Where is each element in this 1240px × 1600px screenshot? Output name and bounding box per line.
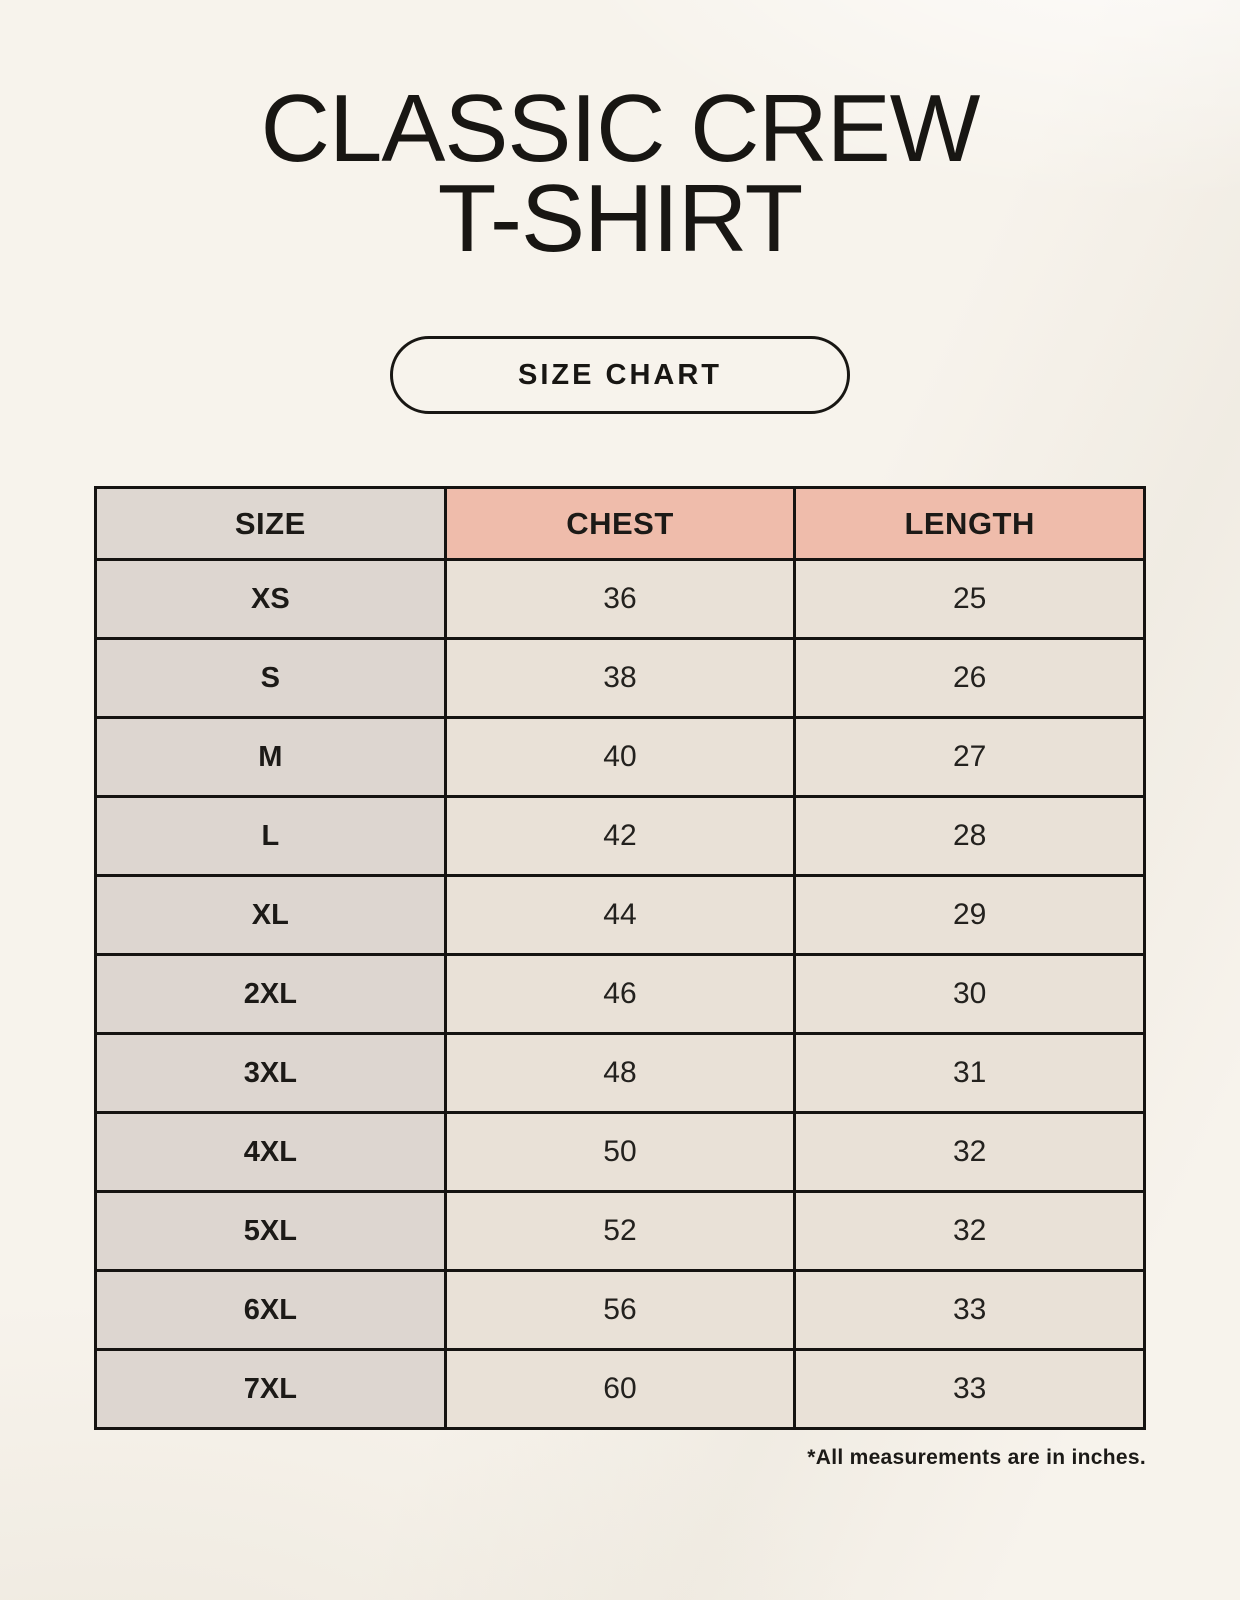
size-cell: M xyxy=(96,718,446,797)
length-cell: 32 xyxy=(795,1192,1145,1271)
size-chart-table-container xyxy=(94,486,1146,1430)
table-row xyxy=(96,718,1145,797)
size-cell: L xyxy=(96,797,446,876)
chest-cell: 44 xyxy=(445,876,795,955)
size-cell: XL xyxy=(96,876,446,955)
size-cell: S xyxy=(96,639,446,718)
chest-cell: 46 xyxy=(445,955,795,1034)
chest-cell: 36 xyxy=(445,560,795,639)
length-cell: 30 xyxy=(795,955,1145,1034)
chest-cell: 50 xyxy=(445,1113,795,1192)
length-cell: 29 xyxy=(795,876,1145,955)
table-row xyxy=(96,639,1145,718)
size-chart-badge-label: SIZE CHART xyxy=(518,358,722,391)
size-chart-table xyxy=(94,486,1146,1430)
size-cell: 5XL xyxy=(96,1192,446,1271)
table-row xyxy=(96,876,1145,955)
chest-cell: 56 xyxy=(445,1271,795,1350)
table-row xyxy=(96,560,1145,639)
size-cell: 6XL xyxy=(96,1271,446,1350)
measurements-footnote: *All measurements are in inches. xyxy=(807,1446,1146,1470)
col-header-length: LENGTH xyxy=(795,488,1145,560)
table-header-row xyxy=(96,488,1145,560)
length-cell: 31 xyxy=(795,1034,1145,1113)
table-row xyxy=(96,797,1145,876)
size-cell: 3XL xyxy=(96,1034,446,1113)
table-row xyxy=(96,1113,1145,1192)
size-cell: XS xyxy=(96,560,446,639)
page-title xyxy=(0,0,1240,273)
chest-cell: 42 xyxy=(445,797,795,876)
col-header-chest: CHEST xyxy=(445,488,795,560)
table-row xyxy=(96,1192,1145,1271)
size-chart-badge xyxy=(390,336,850,414)
table-row xyxy=(96,1271,1145,1350)
page-title-line2: T-SHIRT xyxy=(437,165,803,273)
length-cell: 26 xyxy=(795,639,1145,718)
chest-cell: 48 xyxy=(445,1034,795,1113)
size-cell: 2XL xyxy=(96,955,446,1034)
chest-cell: 52 xyxy=(445,1192,795,1271)
size-cell: 4XL xyxy=(96,1113,446,1192)
chest-cell: 38 xyxy=(445,639,795,718)
chest-cell: 60 xyxy=(445,1350,795,1429)
col-header-size: SIZE xyxy=(96,488,446,560)
length-cell: 28 xyxy=(795,797,1145,876)
length-cell: 33 xyxy=(795,1350,1145,1429)
length-cell: 32 xyxy=(795,1113,1145,1192)
table-row xyxy=(96,1350,1145,1429)
size-cell: 7XL xyxy=(96,1350,446,1429)
table-row xyxy=(96,1034,1145,1113)
page-title-line1: CLASSIC CREW xyxy=(260,75,980,182)
chest-cell: 40 xyxy=(445,718,795,797)
length-cell: 25 xyxy=(795,560,1145,639)
table-row xyxy=(96,955,1145,1034)
length-cell: 27 xyxy=(795,718,1145,797)
length-cell: 33 xyxy=(795,1271,1145,1350)
